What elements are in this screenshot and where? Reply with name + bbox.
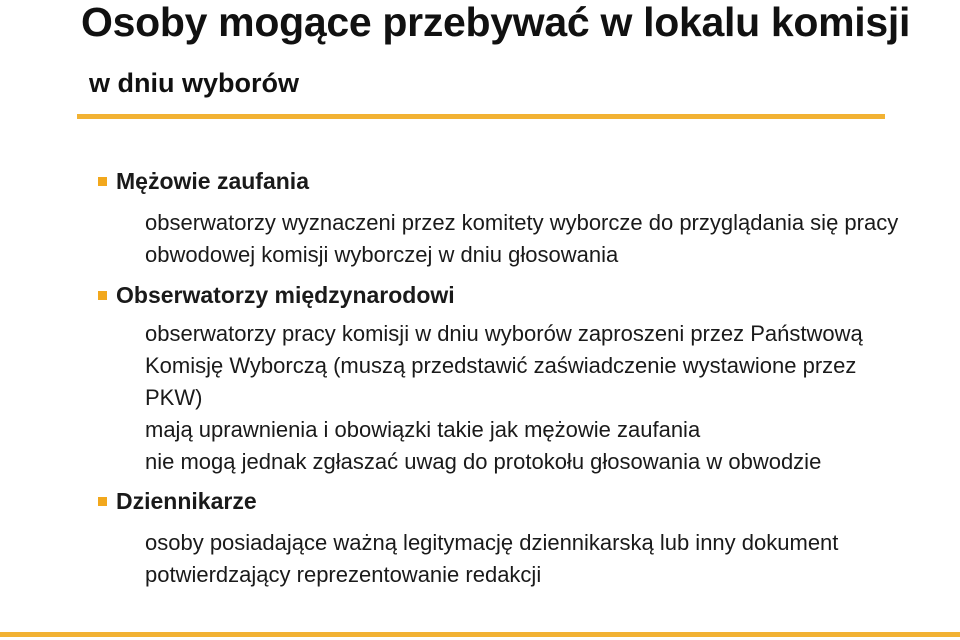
slide-subtitle: w dniu wyborów <box>89 68 299 98</box>
body-line: obserwatorzy wyznaczeni przez komitety wyborcze do przyglądania się pracy <box>145 210 899 235</box>
body-line: mają uprawnienia i obowiązki takie jak mężowie zaufania <box>145 417 701 442</box>
section-heading-row <box>98 168 309 195</box>
footer-divider <box>0 632 960 637</box>
section-heading-row <box>98 488 257 515</box>
square-bullet-icon <box>98 177 107 186</box>
body-line: obwodowej komisji wyborczej w dniu głosowania <box>145 242 619 267</box>
body-line: Komisję Wyborczą (muszą przedstawić zaświadczenie wystawione przez <box>145 353 857 378</box>
body-line: nie mogą jednak zgłaszać uwag do protokołu głosowania w obwodzie <box>145 449 822 474</box>
section-body <box>145 318 863 478</box>
section-heading-row <box>98 282 455 309</box>
slide-title: Osoby mogące przebywać w lokalu komisji <box>81 0 911 45</box>
title-divider <box>77 114 885 119</box>
body-line: osoby posiadające ważną legitymację dziennikarską lub inny dokument <box>145 530 839 555</box>
section-heading: Mężowie zaufania <box>116 168 309 194</box>
body-line: PKW) <box>145 385 203 410</box>
square-bullet-icon <box>98 291 107 300</box>
body-line: obserwatorzy pracy komisji w dniu wyborów zaproszeni przez Państwową <box>145 321 863 346</box>
body-line: potwierdzający reprezentowanie redakcji <box>145 562 542 587</box>
section-heading: Dziennikarze <box>116 488 257 514</box>
section-body <box>145 207 898 271</box>
section-body <box>145 527 838 591</box>
square-bullet-icon <box>98 497 107 506</box>
section-heading: Obserwatorzy międzynarodowi <box>116 282 455 308</box>
